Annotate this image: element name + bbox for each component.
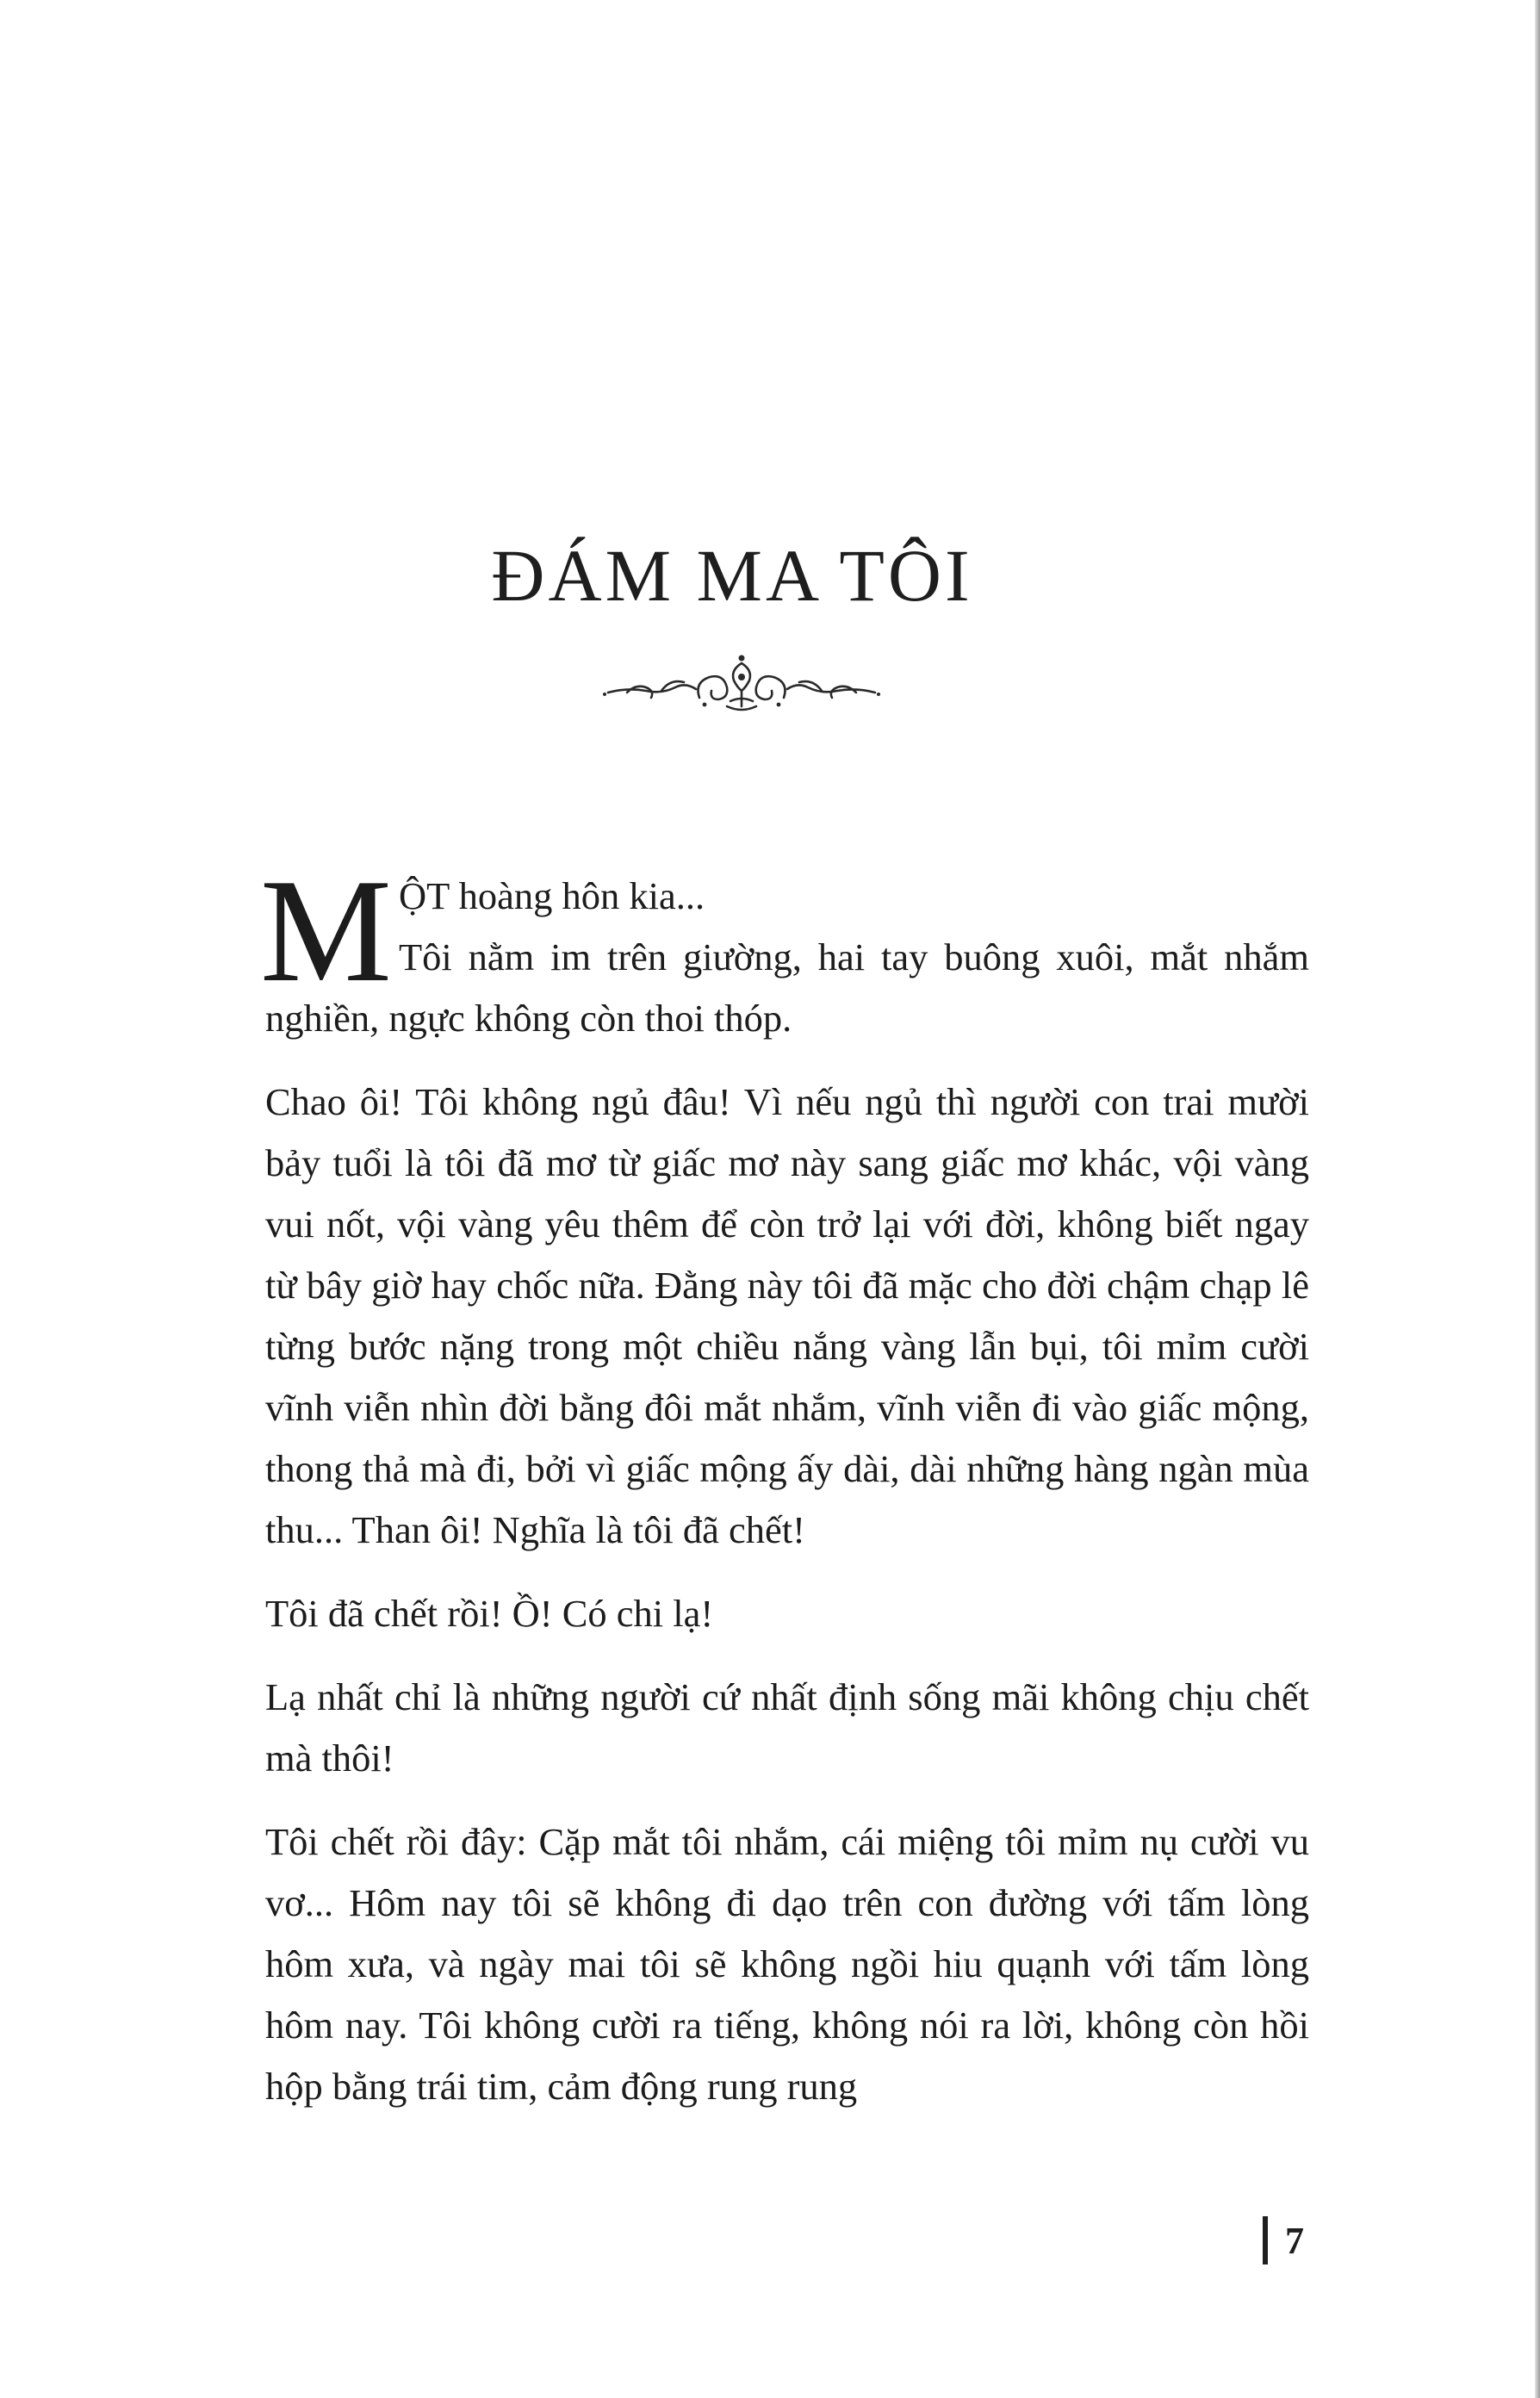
opening-line: ỘT hoàng hôn kia... bbox=[398, 874, 705, 917]
opening-paragraph bbox=[260, 849, 1309, 1049]
chapter-body bbox=[260, 849, 1309, 2140]
drop-cap-letter: M bbox=[260, 849, 392, 1013]
paragraph: Tôi chết rồi đây: Cặp mắt tôi nhắm, cái miệng tôi mỉm nụ cười vu vơ... Hôm nay tôi sẽ không đi dạo trên con đường với tấm lòng hôm xưa, và ngày mai tôi sẽ không ngồi hiu quạnh với tấm lòng hôm nay. Tôi không cười ra tiếng, không nói ra lời, không còn hồi hộp bằng trái tim, cảm động rung rung bbox=[265, 1820, 1309, 2108]
paragraph: Chao ôi! Tôi không ngủ đâu! Vì nếu ngủ thì người con trai mười bảy tuổi là tôi đã mơ từ giấc mơ này sang giấc mơ khác, vội vàng vui nốt, vội vàng yêu thêm để còn trở lại với đời, không biết ngay từ bây giờ hay chốc nữa. Đằng này tôi đã mặc cho đời chậm chạp lê từng bước nặng trong một chiều nắng vàng lẫn bụi, tôi mỉm cười vĩnh viễn nhìn đời bằng đôi mắt nhắm, vĩnh viễn đi vào giấc mộng, thong thả mà đi, bởi vì giấc mộng ấy dài, dài những hàng ngàn mùa thu... Than ôi! Nghĩa là tôi đã chết! bbox=[265, 1080, 1309, 1551]
page-footer bbox=[1263, 2215, 1304, 2265]
page-number: 7 bbox=[1285, 2219, 1304, 2262]
page-edge-shadow bbox=[1535, 0, 1540, 2398]
paragraph: Tôi đã chết rồi! Ồ! Có chi lạ! bbox=[265, 1592, 714, 1635]
paragraph: Lạ nhất chỉ là những người cứ nhất định sống mãi không chịu chết mà thôi! bbox=[265, 1675, 1309, 1780]
opening-text: Tôi nằm im trên giường, hai tay buông xuôi, mắt nhắm nghiền, ngực không còn thoi thóp. bbox=[265, 935, 1309, 1040]
chapter-title: ĐÁM MA TÔI bbox=[491, 534, 973, 617]
page-number-rule bbox=[1263, 2216, 1268, 2264]
floral-divider-icon bbox=[601, 653, 882, 713]
